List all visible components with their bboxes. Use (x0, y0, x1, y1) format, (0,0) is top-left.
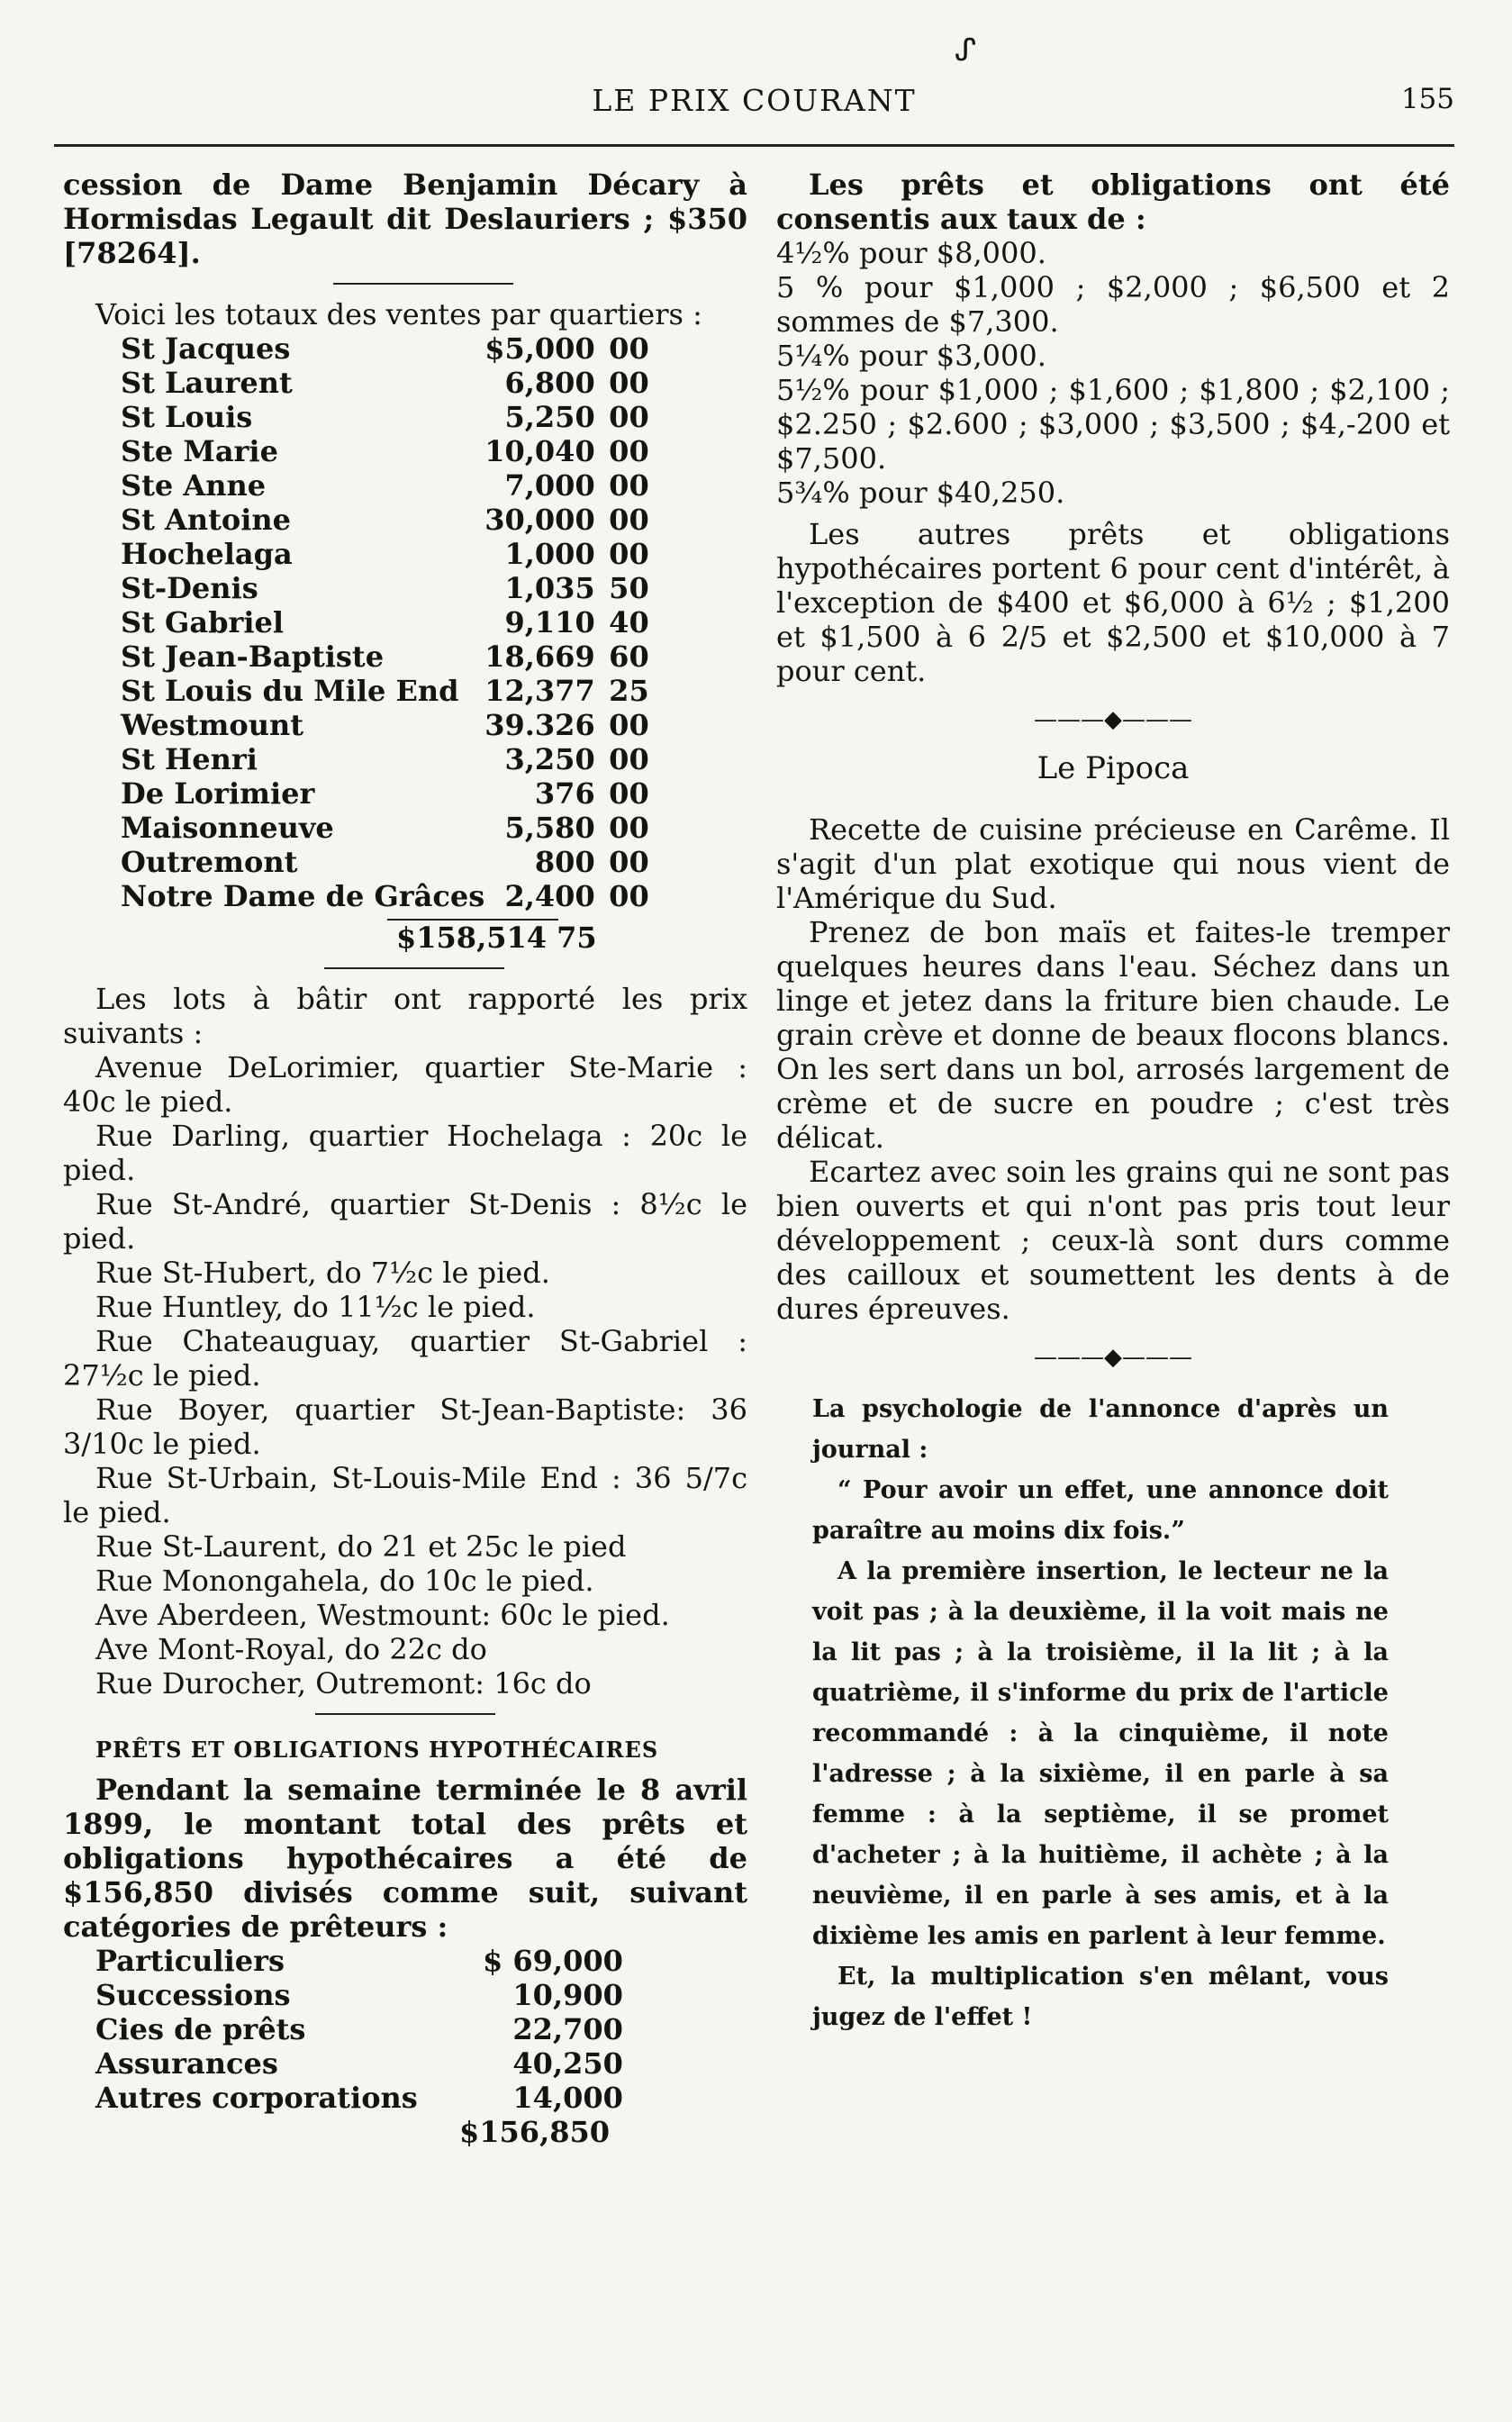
table-row: St Henri 3,250 00 (121, 742, 649, 776)
lot-item: Rue Darling, quartier Hochelaga : 20c le pied. (63, 1119, 747, 1187)
ornament-divider: ———◆——— (1034, 1344, 1192, 1371)
lot-item: Rue Chateauguay, quartier St-Gabriel : 27½c le pied. (63, 1324, 747, 1392)
table-row: Hochelaga 1,000 00 (121, 537, 649, 571)
table-row: St Jean-Baptiste 18,669 60 (121, 640, 649, 674)
table-row: St Louis du Mile End 12,377 25 (121, 674, 649, 708)
lot-item: Rue Huntley, do 11½c le pied. (95, 1290, 536, 1324)
table-row: Cies de prêts 22,700 (95, 2012, 623, 2046)
rate-item: 5 % pour $1,000 ; $2,000 ; $6,500 et 2 sommes de $7,300. (776, 270, 1450, 339)
ornament-divider: ———◆——— (1034, 706, 1192, 733)
cession-paragraph: cession de Dame Benjamin Décary à Hormisdas Legault dit Deslauriers ; $350 [78264]. (63, 168, 747, 270)
table-row: St Louis 5,250 00 (121, 400, 649, 434)
table-row: Outremont 800 00 (121, 845, 649, 879)
left-column (63, 168, 747, 2149)
lot-item: Rue St-André, quartier St-Denis : 8½c le pied. (63, 1187, 747, 1256)
totals-table (121, 331, 649, 913)
table-row: Ste Marie 10,040 00 (121, 434, 649, 468)
table-row: Notre Dame de Grâces 2,400 00 (121, 879, 649, 913)
table-row: Autres corporations 14,000 (95, 2081, 623, 2115)
lot-item: Avenue DeLorimier, quartier Ste-Marie : 40c le pied. (63, 1050, 747, 1119)
table-row: Ste Anne 7,000 00 (121, 468, 649, 503)
table-row: Successions 10,900 (95, 1978, 623, 2012)
table-row: Particuliers $ 69,000 (95, 1944, 623, 1978)
rate-item: 5¼% pour $3,000. (776, 339, 1046, 373)
rates-other: Les autres prêts et obligations hypothécaires portent 6 pour cent d'intérêt, à l'exception de $400 et $6,000 à 6½ ; $1,200 et $1,500 à 6 2/5 et $2,500 et $10,000 à 7 pour cent. (776, 517, 1450, 688)
divider (315, 1713, 495, 1715)
right-column (776, 168, 1450, 2037)
lot-item: Rue St-Hubert, do 7½c le pied. (95, 1256, 550, 1290)
loans-heading: PRÊTS ET OBLIGATIONS HYPOTHÉCAIRES (95, 1737, 659, 1763)
psychology-section (812, 1389, 1389, 2037)
psychology-paragraph: Et, la multiplication s'en mêlant, vous jugez de l'effet ! (812, 1963, 1389, 2031)
table-row: Maisonneuve 5,580 00 (121, 811, 649, 845)
psychology-quote: “ Pour avoir un effet, une annonce doit paraître au moins dix fois.” (812, 1476, 1389, 1545)
rate-item: 5½% pour $1,000 ; $1,600 ; $1,800 ; $2,100 ; $2.250 ; $2.600 ; $3,000 ; $3,500 ; $4,-200 et $7,500. (776, 373, 1450, 476)
header-rule (54, 144, 1454, 147)
rates-intro: Les prêts et obligations ont été consentis aux taux de : (776, 168, 1450, 236)
table-row: St Gabriel 9,110 40 (121, 605, 649, 640)
lot-item: Rue Durocher, Outremont: 16c do (95, 1666, 592, 1701)
pipoca-title: Le Pipoca (1037, 750, 1190, 786)
table-row: St-Denis 1,035 50 (121, 571, 649, 605)
rate-item: 5¾% pour $40,250. (776, 476, 1065, 510)
table-row: Westmount 39.326 00 (121, 708, 649, 742)
pipoca-paragraph: Ecartez avec soin les grains qui ne sont pas bien ouverts et qui n'ont pas pris tout leur développement ; ceux-là sont durs comme des cailloux et soumettent les dents à de dures épreuves. (776, 1155, 1450, 1326)
pipoca-paragraph: Prenez de bon maïs et faites-le tremper quelques heures dans l'eau. Séchez dans un linge et jetez dans la friture bien chaude. Le grain crève et donne de beaux flocons blancs. On les sert dans un bol, arrosés largement de crème et de sucre en poudre ; c'est très délicat. (776, 915, 1450, 1155)
table-row: St Jacques $5,000 00 (121, 331, 649, 366)
table-row: De Lorimier 376 00 (121, 776, 649, 811)
journal-title: LE PRIX COURANT (592, 83, 917, 118)
lot-item: Rue Monongahela, do 10c le pied. (95, 1564, 594, 1598)
psychology-paragraph: A la première insertion, le lecteur ne la voit pas ; à la deuxième, il la voit mais ne la lit pas ; à la troisième, il la lit ; à la quatrième, il s'informe du prix de l'article recommandé : à la cinquième, il note l'adresse ; à la sixième, il en parle à sa femme : à la septième, il se promet d'acheter ; à la huitième, il achète ; à la neuvième, il en parle à ses amis, et à la dixième les amis en parlent à leur femme. (812, 1557, 1389, 1950)
table-row: Assurances 40,250 (95, 2046, 623, 2081)
page-number: 155 (1400, 83, 1454, 115)
pipoca-paragraph: Recette de cuisine précieuse en Carême. Il s'agit d'un plat exotique qui nous vient de l'Amérique du Sud. (776, 812, 1450, 915)
divider (333, 283, 513, 285)
lot-item: Ave Mont-Royal, do 22c do (95, 1632, 487, 1666)
table-row: St Laurent 6,800 00 (121, 366, 649, 400)
rate-item: 4½% pour $8,000. (776, 236, 1046, 270)
lot-item: Rue St-Laurent, do 21 et 25c le pied (95, 1529, 627, 1564)
ink-mark: ᔑ (955, 32, 977, 68)
loans-intro: Pendant la semaine terminée le 8 avril 1899, le montant total des prêts et obligations hypothécaires a été de $156,850 divisés comme suit, suivant catégories de prêteurs : (63, 1773, 747, 1944)
lenders-total: $156,850 (459, 2115, 610, 2149)
lots-intro: Les lots à bâtir ont rapporté les prix suivants : (63, 982, 747, 1050)
totals-intro: Voici les totaux des ventes par quartiers : (95, 297, 702, 331)
lot-item: Ave Aberdeen, Westmount: 60c le pied. (95, 1598, 670, 1632)
lot-item: Rue Boyer, quartier St-Jean-Baptiste: 36 3/10c le pied. (63, 1392, 747, 1461)
lenders-table (95, 1944, 623, 2115)
divider (324, 967, 504, 969)
page-header (54, 83, 1454, 122)
psychology-heading: La psychologie de l'annonce d'après un journal : (812, 1395, 1389, 1464)
totals-sum: $158,514 75 (396, 921, 597, 955)
lot-item: Rue St-Urbain, St-Louis-Mile End : 36 5/7c le pied. (63, 1461, 747, 1529)
table-row: St Antoine 30,000 00 (121, 503, 649, 537)
